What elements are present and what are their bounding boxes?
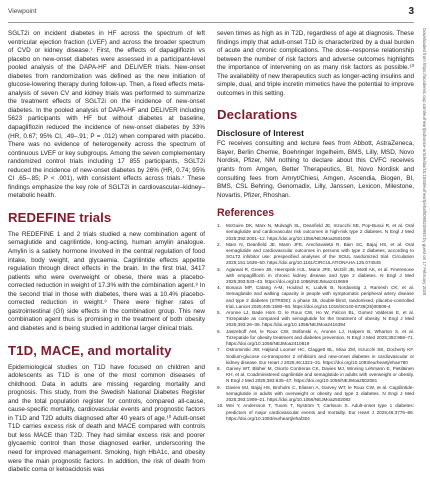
- disclosure-text: FC receives consulting and lecture fees from Abbott, AstraZeneca, Bayer, Berlin Chemie, Boehringer Ingelheim, BMS, Lilly, MSD, Novo Nordisk, Pfizer, NM nothing to declare about this CVFC receives grants from Amgen, Better Therapeutics, BI, Novo Nordisk and consulting fees from Amryt/Chiesi, Amgen, Ascendia, Biogen, BI, BMS, CSL Behring, Genomadix, Lilly, Janssen, Lexicon, Milestone, Novartis, Pfizer, Rhoshan.: [217, 140, 414, 199]
- reference-item: [217, 285, 414, 310]
- reference-list: [217, 223, 414, 422]
- reference-text: Bonaca MP, Catarig A-M, Houlind K, Ludvik B, Nordanstig J, Ramesh CK, et al. Semaglutide and walking capacity in people with symptomatic peripheral artery disease and type 2 diabetes (STRIDE): a phase 3b, double-blind, randomised, placebo-controlled trial. Lancet 2025;405:1580–93. https://doi.org/10.1016/S0140-6736(25)00509-4: [226, 285, 414, 309]
- reference-item: [217, 347, 414, 365]
- page-number: 3: [408, 6, 414, 17]
- reference-number: 4.: [217, 285, 221, 291]
- reference-number: 8.: [217, 366, 221, 372]
- reference-item: [217, 385, 414, 403]
- declarations-heading: Declarations: [217, 107, 298, 123]
- continuation-paragraph: seven times as high as in T2D, regardless of age at diagnosis. These findings imply that adult-onset T1D is characterized by a dual burden of acute and chronic complications. The dose–response relationship between the number of risk factors and adverse outcomes highlights the importance of intervening on as many risk factors as possible.¹⁰ The availability of new therapeutics such as longer-acting insulins and simple, dual, and triple incretin mimetics have the potential to improve outcomes in this setting.: [217, 30, 414, 97]
- reference-number: 7.: [217, 347, 221, 353]
- reference-text: Marx N, Deanfield JE, Mann JFE, Arechavaleta R, Bain SC, Bajaj HS, et al. Oral semaglutide and cardiovascular outcomes in persons with type 2 diabetes, according to SGLT2 inhibitor use: prespecified analyses of the SOUL randomized trial. Circulation 2025;151:1639–50. https://doi.org/10.1161/CIRCULATIONAHA.125.074545: [226, 241, 414, 266]
- reference-number: 6.: [217, 328, 221, 334]
- reference-item: [217, 310, 414, 328]
- redefine-paragraph: The REDEFINE 1 and 2 trials studied a new combination agent of semaglutide and cagrilintide, long-acting, human amylin analogue. Amylin is a satiety hormone involved in the central regulation of food intake, body weight, and glycaemia. Cagrilintide effects appetite regulation through direct effects in the brain. In the first trial, 3417 patients who were overweight or obese, there was a placebo-corrected reduction in weight of 17.3% with the combination agent.⁸ In the second trial in those with diabetes, there was a 10.4% placebo-corrected reduction in weight.⁹ There were higher rates of gastrointestinal (GI) side effects in the combination group. This new combination agent thus is promising in the treatment of both obesity and diabetes and is being studied in additional larger clinical trials.: [8, 230, 205, 332]
- intro-paragraph: SGLT2i on incident diabetes in HF across the spectrum of left ventricular ejection fraction (LVEF) and across the broader spectrum of CVD or kidney disease.⁷ First, the effects of dapagliflozin vs placebo on new-onset diabetes were assessed in a participant-level pooled analysis of the DAPA-HF and DELIVER trials. New-onset diabetes from randomization was defined as the new initiation of glucose-lowering therapy during follow-up. Then, a fixed effects meta-analysis of seven CV and kidney trials was performed to summarize the treatment effects of SGLT2i on the incidence of new-onset diabetes. In the pooled analysis of DAPA-HF and DELIVER including 5623 participants with HF but without diabetes at baseline, dapagliflozin reduced the incidence of new-onset diabetes by 33% (HR, 0.67; 95% CI, .49–.91; P = .012) when compared with placebo. There was no evidence of heterogeneity across the spectrum of continuous LVEF or key subgroups. Among the seven complementary randomized control trials including 17 855 participants, SGLT2i reduced the incidence of new-onset diabetes by 26% (HR, 0.74; 95% CI .65–.85; P < .001), with consistent effects across trials.⁷ These findings emphasize the key role of SGLT2i in cardiovascular–kidney–metabolic health.: [8, 30, 205, 200]
- reference-item: [217, 403, 414, 421]
- article-type-label: Viewpoint: [8, 8, 37, 15]
- t1d-heading: T1D, MACE, and mortality: [8, 342, 172, 358]
- reference-item: [217, 242, 414, 267]
- reference-text: Agarwal R, Green JB, Heerspink HJL, Mann JFE, McGill JB, Mottl AK, et al. Finerenone with empagliflozin in chronic kidney disease and type 2 diabetes. N Engl J Med 2025;393:533–43. https://doi.org/10.1056/NEJMoa2410659: [226, 266, 414, 284]
- reference-text: Wei Y, Andersson T, Tuomi T, Nyström T, Carlsson S. Adult-onset type 1 diabetes: predictors of major cardiovascular events and mortality. Eur Heart J 2025;46:3776–86. https://doi.org/10.1093/eurheartj/ehaf304: [226, 403, 414, 421]
- reference-item: [217, 329, 414, 347]
- reference-number: 1.: [217, 223, 221, 229]
- reference-item: [217, 366, 414, 384]
- left-column: [8, 30, 205, 475]
- reference-item: [217, 223, 414, 241]
- reference-item: [217, 267, 414, 285]
- download-watermark: [418, 28, 428, 488]
- reference-number: 5.: [217, 310, 221, 316]
- redefine-heading: REDEFINE trials: [8, 209, 112, 225]
- download-note: Downloaded from https://academic.oup.com/eurheartj/advance-article/doi/10.1093/eurheartj/ehaf509/8209993 by guest on 17 February 2025: [422, 28, 427, 296]
- references-heading: References: [217, 207, 275, 220]
- reference-number: 3.: [217, 266, 221, 272]
- reference-text: Ostrominski JW, Højlund Loomer HC, Claggett BL, Miao ZM, Inzucchi SE, Docherty KF. Sodium-glucose co-transporter 2 inhibitors and new-onset diabetes in cardiovascular or kidney disease. Eur Heart J 2025;46:1321–31. https://doi.org/10.1093/eurheartj/ehae780: [226, 347, 414, 365]
- t1d-paragraph: Epidemiological studies on T1D have focused on children and adolescents as T1D is one of the most common diseases of childhood. Data in adults are missing regarding mortality and prognosis. This study, from the Swedish National Diabetes Register and the total population register for controls, compared all-cause, cause-specific mortality, cardiovascular events and prognostic factors in T1D and T2D adults diagnosed after 40 years of age.¹⁰ Adult-onset T1D carries excess risk of death and MACE compared with controls but less MACE than T2D. They had similar excess risk and poorer glycaemic control than those diagnosed earlier, underscoring the need for improved management. Smoking, high HbA1c, and obesity were the main prognostic factors. In addition, the risk of death from diabetic coma or ketoacidosis was: [8, 363, 205, 474]
- reference-text: Jastreboff AM, le Roux CW, Stefanski A, Aronne LJ, Halpern B, Wharton S, et al. Tirzepatide for obesity treatment and diabetes prevention. N Engl J Med 2025;392:958–71. https://doi.org/10.1056/NEJMoa2410819: [226, 328, 414, 347]
- reference-number: 10.: [217, 403, 224, 409]
- reference-text: Aronne LJ, Bade Horn D, le Roux CW, Ho W, Falcon BL, Gomez Valderas E, et al. Tirzepatide as compared with semaglutide for the treatment of obesity. N Engl J Med 2025;393:26–36. https://doi.org/10.1056/NEJMoa2416394: [226, 310, 414, 328]
- disclosure-heading: Disclosure of Interest: [217, 128, 304, 139]
- reference-text: Davies MJ, Bajaj HS, Broholm C, Eliasen A, Garvey WT, le Roux CW, et al. Cagrilintide-semaglutide in adults with overweight or obesity and type 2 diabetes. N Engl J Med 2025;393:1909–21. https://doi.org/10.1056/NEJMoa2502082: [226, 384, 414, 403]
- reference-number: 9.: [217, 384, 221, 390]
- right-column: [217, 30, 414, 422]
- reference-text: McGuire DK, Marx N, Mulvagh SL, Deanfield JE, Inzucchi SE, Pop-Busui R, et al. Oral semaglutide and cardiovascular risk outcomes in high-risk type 2 diabetes. N Engl J Med 2025;392:2001–12. https://doi.org/10.1056/NEJMoa2501006: [226, 223, 414, 241]
- reference-number: 2.: [217, 241, 221, 247]
- reference-text: Garvey WT, Blüher M, Osorto Contreras CK, Davies MJ, Winning Lehmann E, Pietiläinen KH, et al. Coadministered cagrilintide and semaglutide in adults with overweight or obesity. N Engl J Med 2025;393:635–47. https://doi.org/10.1056/NEJMoa2502081: [226, 366, 414, 384]
- running-header: [8, 8, 414, 23]
